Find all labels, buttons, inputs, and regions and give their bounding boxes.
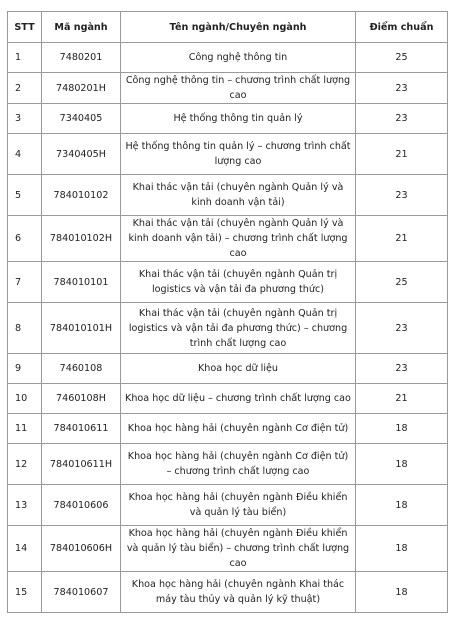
cell-code: 7480201	[42, 43, 121, 73]
cell-stt: 10	[8, 384, 42, 414]
table-row	[8, 43, 448, 73]
cell-score: 18	[356, 485, 448, 526]
cell-name: Khai thác vận tải (chuyên ngành Quản trị logistics và vận tải đa phương thức) – chương trình chất lượng cao	[121, 303, 356, 354]
cell-name: Khai thác vận tải (chuyên ngành Quản lý và kinh doanh vận tải)	[121, 175, 356, 216]
cell-name: Khoa học dữ liệu – chương trình chất lượng cao	[121, 384, 356, 414]
cell-score: 21	[356, 384, 448, 414]
cell-stt: 2	[8, 73, 42, 104]
cell-name: Khoa học hàng hải (chuyên ngành Điều khiển và quản lý tàu biển)	[121, 485, 356, 526]
cell-score: 18	[356, 572, 448, 613]
cell-stt: 8	[8, 303, 42, 354]
cell-stt: 5	[8, 175, 42, 216]
header-score: Điểm chuẩn	[356, 12, 448, 43]
cell-name: Công nghệ thông tin – chương trình chất lượng cao	[121, 73, 356, 104]
table-row	[8, 384, 448, 414]
cell-code: 784010102	[42, 175, 121, 216]
cell-name: Hệ thống thông tin quản lý	[121, 104, 356, 134]
cell-stt: 7	[8, 262, 42, 303]
cell-code: 784010611	[42, 414, 121, 444]
table-row	[8, 444, 448, 485]
table-row	[8, 414, 448, 444]
cutoff-score-table	[7, 11, 448, 613]
cell-stt: 14	[8, 526, 42, 572]
cell-code: 784010102H	[42, 216, 121, 262]
cell-code: 7460108H	[42, 384, 121, 414]
cell-name: Khoa học hàng hải (chuyên ngành Khai thác máy tàu thủy và quản lý kỹ thuật)	[121, 572, 356, 613]
table-row	[8, 73, 448, 104]
cell-code: 784010611H	[42, 444, 121, 485]
header-stt: STT	[8, 12, 42, 43]
header-name: Tên ngành/Chuyên ngành	[121, 12, 356, 43]
cell-score: 18	[356, 414, 448, 444]
cell-code: 784010607	[42, 572, 121, 613]
cell-name: Khoa học hàng hải (chuyên ngành Cơ điện tử) – chương trình chất lượng cao	[121, 444, 356, 485]
table-header-row	[8, 12, 448, 43]
cell-name: Khai thác vận tải (chuyên ngành Quản trị logistics và vận tải đa phương thức)	[121, 262, 356, 303]
cell-code: 7340405	[42, 104, 121, 134]
cell-stt: 9	[8, 354, 42, 384]
cell-name: Công nghệ thông tin	[121, 43, 356, 73]
cell-code: 784010606H	[42, 526, 121, 572]
cell-code: 7460108	[42, 354, 121, 384]
cell-score: 25	[356, 43, 448, 73]
cell-score: 23	[356, 303, 448, 354]
cell-stt: 1	[8, 43, 42, 73]
cell-stt: 13	[8, 485, 42, 526]
cell-score: 23	[356, 354, 448, 384]
cell-score: 18	[356, 444, 448, 485]
cell-stt: 12	[8, 444, 42, 485]
cell-score: 21	[356, 216, 448, 262]
cell-score: 21	[356, 134, 448, 175]
table-row	[8, 485, 448, 526]
table-row	[8, 526, 448, 572]
cell-name: Khoa học hàng hải (chuyên ngành Điều khiển và quản lý tàu biển) – chương trình chất lượng cao	[121, 526, 356, 572]
cell-stt: 3	[8, 104, 42, 134]
cell-score: 23	[356, 73, 448, 104]
cell-score: 23	[356, 175, 448, 216]
cell-stt: 4	[8, 134, 42, 175]
cell-score: 23	[356, 104, 448, 134]
cell-stt: 11	[8, 414, 42, 444]
cell-code: 784010606	[42, 485, 121, 526]
cell-score: 18	[356, 526, 448, 572]
table-row	[8, 262, 448, 303]
table-row	[8, 175, 448, 216]
table-row	[8, 572, 448, 613]
table-row	[8, 354, 448, 384]
cell-score: 25	[356, 262, 448, 303]
cell-code: 7340405H	[42, 134, 121, 175]
cell-code: 784010101	[42, 262, 121, 303]
cell-code: 7480201H	[42, 73, 121, 104]
cell-name: Khoa học dữ liệu	[121, 354, 356, 384]
table-row	[8, 303, 448, 354]
cell-stt: 6	[8, 216, 42, 262]
table-row	[8, 104, 448, 134]
cell-name: Hệ thống thông tin quản lý – chương trình chất lượng cao	[121, 134, 356, 175]
cell-code: 784010101H	[42, 303, 121, 354]
table-row	[8, 134, 448, 175]
cell-name: Khoa học hàng hải (chuyên ngành Cơ điện tử)	[121, 414, 356, 444]
header-code: Mã ngành	[42, 12, 121, 43]
cell-name: Khai thác vận tải (chuyên ngành Quản lý và kinh doanh vận tải) – chương trình chất lượng cao	[121, 216, 356, 262]
table-row	[8, 216, 448, 262]
cell-stt: 15	[8, 572, 42, 613]
